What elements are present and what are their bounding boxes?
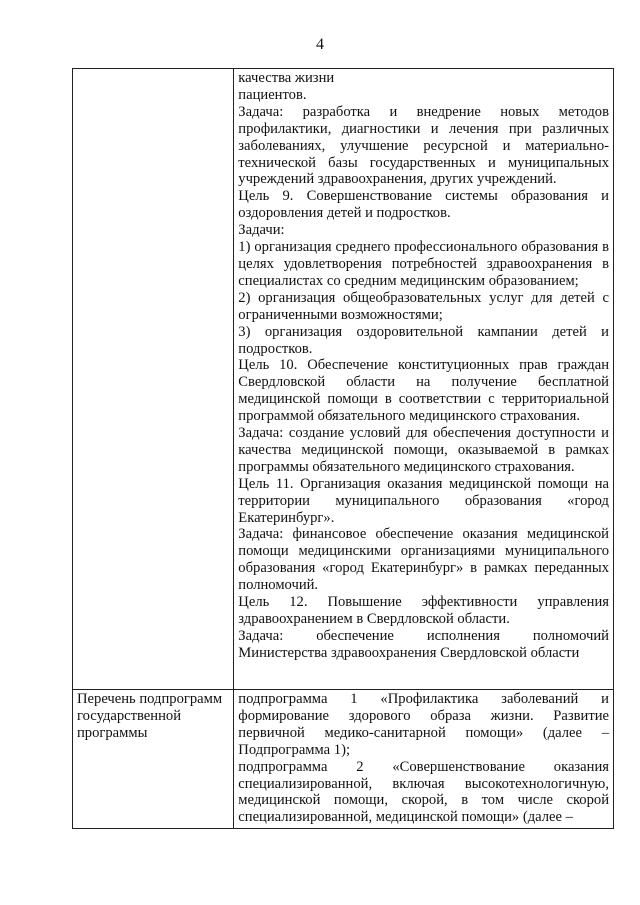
task-paragraph: Задача: финансовое обеспечение оказания медицинской помощи медицинскими организациями муниципального образования «город Екатеринбург» в рамках переданных полномочий. [238, 526, 609, 594]
table-row [73, 690, 614, 829]
goal-12-paragraph: Цель 12. Повышение эффективности управления здравоохранением в Свердловской области. [238, 594, 609, 627]
task-item: 3) организация оздоровительной кампании детей и подростков. [238, 323, 609, 357]
subprogram-2-paragraph: подпрограмма 2 «Совершенствование оказания специализированной, включая высокотехнологичную, медицинской помощи, скорой, в том числе скорой специализированной, медицинской помощи» (далее – [238, 758, 609, 826]
subprograms-label: Перечень подпрограмм государственной программы [73, 690, 234, 829]
row-content-cell [234, 690, 614, 829]
goal-9-paragraph: Цель 9. Совершенствование системы образования и оздоровления детей и подростков. [238, 188, 609, 222]
tasks-heading: Задачи: [238, 222, 285, 239]
task-paragraph: Задача: разработка и внедрение новых методов профилактики, диагностики и лечения при различных заболеваниях, улучшение ресурсной и материально-технической базы государственных и муниципальных учреждений здравоохранения, других учреждений. [238, 103, 609, 188]
program-passport-table [72, 68, 614, 829]
paragraph: пациентов. [238, 86, 307, 103]
subprogram-1-paragraph: подпрограмма 1 «Профилактика заболеваний и формирование здорового образа жизни. Развитие первичной медико-санитарной помощи» (далее – Подпрограмма 1); [238, 691, 609, 758]
task-paragraph: Задача: создание условий для обеспечения доступности и качества медицинской помощи, оказываемой в рамках программы обязательного медицинского страхования. [238, 425, 609, 475]
task-paragraph: Задача: обеспечение исполнения полномочий Министерства здравоохранения Свердловской области [238, 627, 609, 661]
goal-11-paragraph: Цель 11. Организация оказания медицинской помощи на территории муниципального образования «город Екатеринбург». [238, 475, 609, 526]
task-item: 1) организация среднего профессионального образования в целях удовлетворения потребностей здравоохранения в специалистах со средним медицинским образованием; [238, 239, 609, 289]
paragraph: качества жизни [238, 70, 335, 86]
table-row [73, 69, 614, 690]
page-number: 4 [316, 36, 324, 53]
row-label-cell [73, 69, 234, 690]
row-content-cell [234, 69, 614, 690]
task-item: 2) организация общеобразовательных услуг для детей с ограниченными возможностями; [238, 289, 609, 323]
goal-10-paragraph: Цель 10. Обеспечение конституционных прав граждан Свердловской области на получение бесплатной медицинской помощи в соответствии с территориальной программой обязательного медицинского страхования. [238, 357, 609, 425]
